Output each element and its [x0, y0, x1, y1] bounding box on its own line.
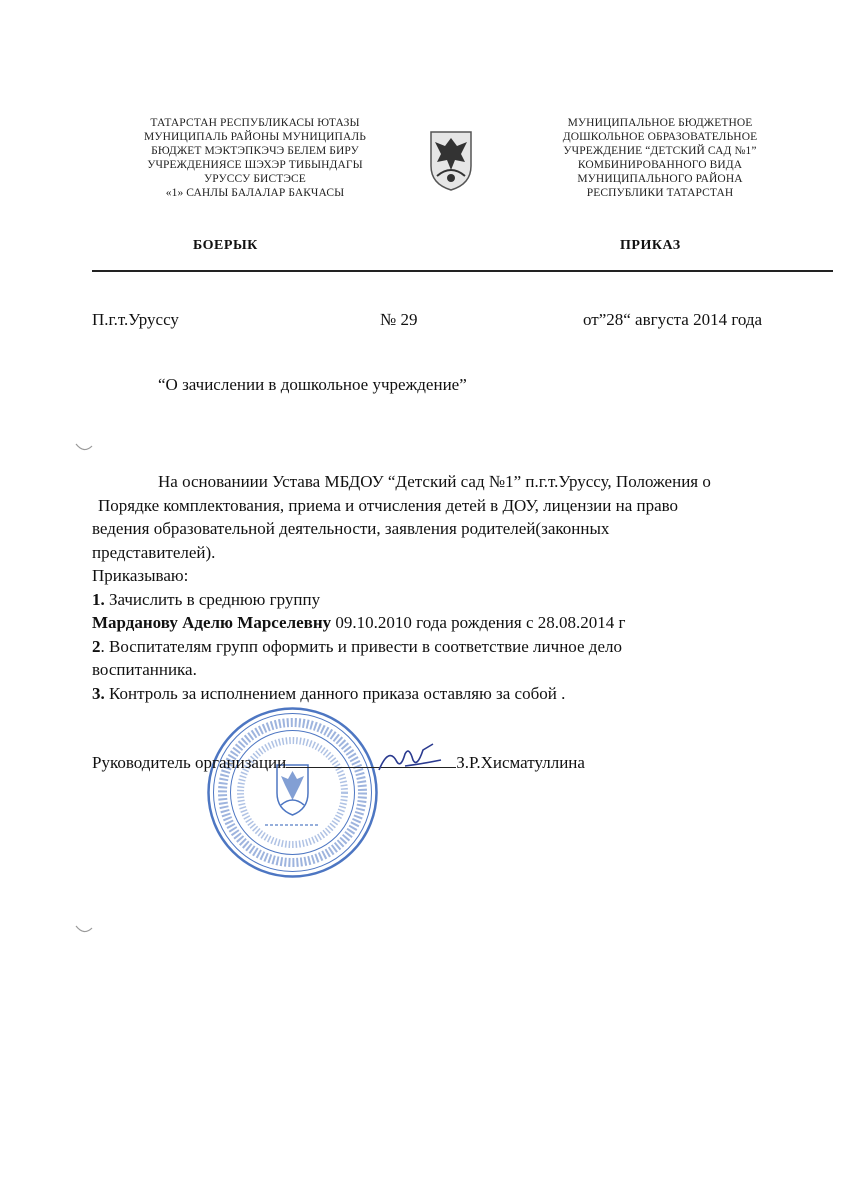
header-left-line: «1» САНЛЫ БАЛАЛАР БАКЧАСЫ [165, 187, 345, 199]
punch-hole-mark [74, 440, 94, 454]
item-number: 1. [92, 589, 105, 609]
order-item-2 [92, 635, 832, 659]
child-record [92, 611, 832, 635]
body-line: представителей). [92, 542, 216, 562]
place-of-issue: П.г.т.Уруссу [92, 310, 179, 329]
signer-name: З.Р.Хисматуллина [456, 753, 585, 772]
coat-of-arms-icon [427, 128, 475, 192]
header-right-line: КОМБИНИРОВАННОГО ВИДА [577, 159, 743, 171]
handwritten-signature [375, 738, 445, 778]
punch-hole-mark [74, 922, 94, 936]
header-left-line: ТАТАРСТАН РЕСПУБЛИКАСЫ ЮТАЗЫ [150, 117, 360, 129]
item-number: 2 [92, 636, 101, 656]
header-left-line: БЮДЖЕТ МЭКТЭПКЭЧЭ БЕЛЕМ БИРУ [151, 145, 359, 157]
header-left-block [100, 116, 410, 200]
header-right-line: УЧРЕЖДЕНИЕ “ДЕТСКИЙ САД №1” [563, 145, 757, 157]
child-name: Марданову Аделю Марселевну [92, 613, 332, 632]
header-left-line: МУНИЦИПАЛЬ РАЙОНЫ МУНИЦИПАЛЬ [144, 131, 366, 143]
order-item-3 [92, 682, 832, 706]
body-line: ведения образовательной деятельности, заявления родителей(законных [92, 519, 610, 538]
item-text: . Воспитателям групп оформить и привести в соответствие личное дело [100, 636, 622, 656]
header-right-line: ДОШКОЛЬНОЕ ОБРАЗОВАТЕЛЬНОЕ [562, 131, 758, 143]
body-line: Порядке комплектования, приема и отчисления детей в ДОУ, лицензии на право [98, 495, 679, 515]
item-text: Контроль за исполнением данного приказа оставляю за собой . [104, 683, 566, 703]
header-right-line: РЕСПУБЛИКИ ТАТАРСТАН [586, 187, 734, 199]
body-line: воспитанника. [92, 660, 197, 679]
order-body [92, 470, 832, 705]
doc-type-russian: ПРИКАЗ [620, 238, 681, 253]
body-line: На основаниии Устава МБДОУ “Детский сад №1” п.г.т.Уруссу, Положения о [158, 472, 711, 491]
child-details: 09.10.2010 года рождения с 28.08.2014 г [331, 613, 626, 632]
header-right-block [510, 116, 810, 200]
header-left-line: УРУССУ БИСТЭСЕ [204, 173, 306, 185]
order-date: от”28“ августа 2014 года [583, 310, 763, 329]
order-subject: “О зачислении в дошкольное учреждение” [158, 375, 467, 394]
header-right-line: МУНИЦИПАЛЬНОГО РАЙОНА [577, 173, 743, 185]
order-word: Приказываю: [92, 566, 189, 585]
signature-row [92, 752, 585, 773]
item-number: 3. [92, 683, 105, 703]
header-divider [92, 270, 833, 272]
order-item-1 [92, 588, 832, 612]
signer-role: Руководитель организации [92, 753, 287, 772]
header-left-line: УЧРЕЖДЕНИЯСЕ ШЭХЭР ТИБЫНДАГЫ [147, 159, 363, 171]
item-text: Зачислить в среднюю группу [104, 589, 321, 609]
doc-type-tatar: БОЕРЫК [193, 238, 258, 253]
order-number: № 29 [380, 310, 418, 329]
header-right-line: МУНИЦИПАЛЬНОЕ БЮДЖЕТНОЕ [567, 117, 753, 129]
official-seal-stamp [205, 705, 380, 880]
